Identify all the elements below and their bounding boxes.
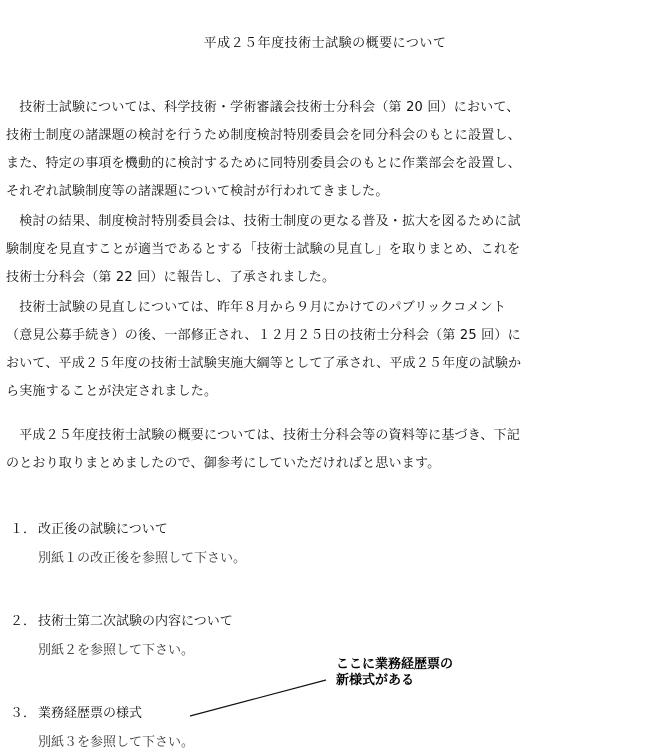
paragraph-line: 験制度を見直すことが適当であるとする「技術士試験の見直し」を取りまとめ、これを — [6, 242, 521, 257]
paragraph-line: おいて、平成２５年度の技術士試験実施大綱等として了承され、平成２５年度の試験か — [6, 356, 522, 371]
paragraph-line: 技術士試験については、科学技術・学術審議会技術士分科会（第 20 回）において、 — [6, 100, 520, 115]
paragraph-line: ら実施することが決定されました。 — [6, 384, 218, 399]
section-number: ３． — [10, 706, 37, 721]
document-title: 平成２５年度技術士試験の概要について — [203, 36, 447, 51]
paragraph-line: それぞれ試験制度等の諸課題について検討が行われてきました。 — [6, 184, 389, 199]
paragraph-line: 検討の結果、制度検討特別委員会は、技術士制度の更なる普及・拡大を図るために試 — [6, 214, 521, 229]
section-title: 技術士第二次試験の内容について — [38, 614, 233, 629]
annotation-line: 新様式がある — [336, 673, 415, 688]
section-number: １． — [10, 522, 37, 537]
paragraph-line: 技術士分科会（第 22 回）に報告し、了承されました。 — [6, 270, 336, 285]
paragraph-line: のとおり取りまとめましたので、御参考にしていただければと思います。 — [6, 456, 441, 471]
section-body: 別紙２を参照して下さい。 — [38, 643, 195, 658]
section-body: 別紙１の改正後を参照して下さい。 — [38, 551, 247, 566]
section-title: 業務経歴票の様式 — [38, 706, 143, 721]
paragraph-line: 平成２５年度技術士試験の概要については、技術士分科会等の資料等に基づき、下記 — [6, 428, 521, 443]
paragraph-line: 技術士制度の諸課題の検討を行うため制度検討特別委員会を同分科会のもとに設置し、 — [6, 128, 521, 143]
section-number: ２． — [10, 614, 37, 629]
pointer-stroke — [190, 680, 326, 716]
paragraph-line: （意見公募手続き）の後、一部修正され、１２月２５日の技術士分科会（第 25 回）に — [6, 328, 521, 343]
paragraph-line: 技術士試験の見直しについては、昨年８月から９月にかけてのパブリックコメント — [6, 300, 507, 315]
section-body: 別紙３を参照して下さい。 — [38, 735, 195, 750]
paragraph-line: また、特定の事項を機動的に検討するために同特別委員会のもとに作業部会を設置し、 — [6, 156, 521, 171]
section-title: 改正後の試験について — [38, 522, 168, 537]
annotation-line: ここに業務経歴票の — [336, 657, 454, 672]
